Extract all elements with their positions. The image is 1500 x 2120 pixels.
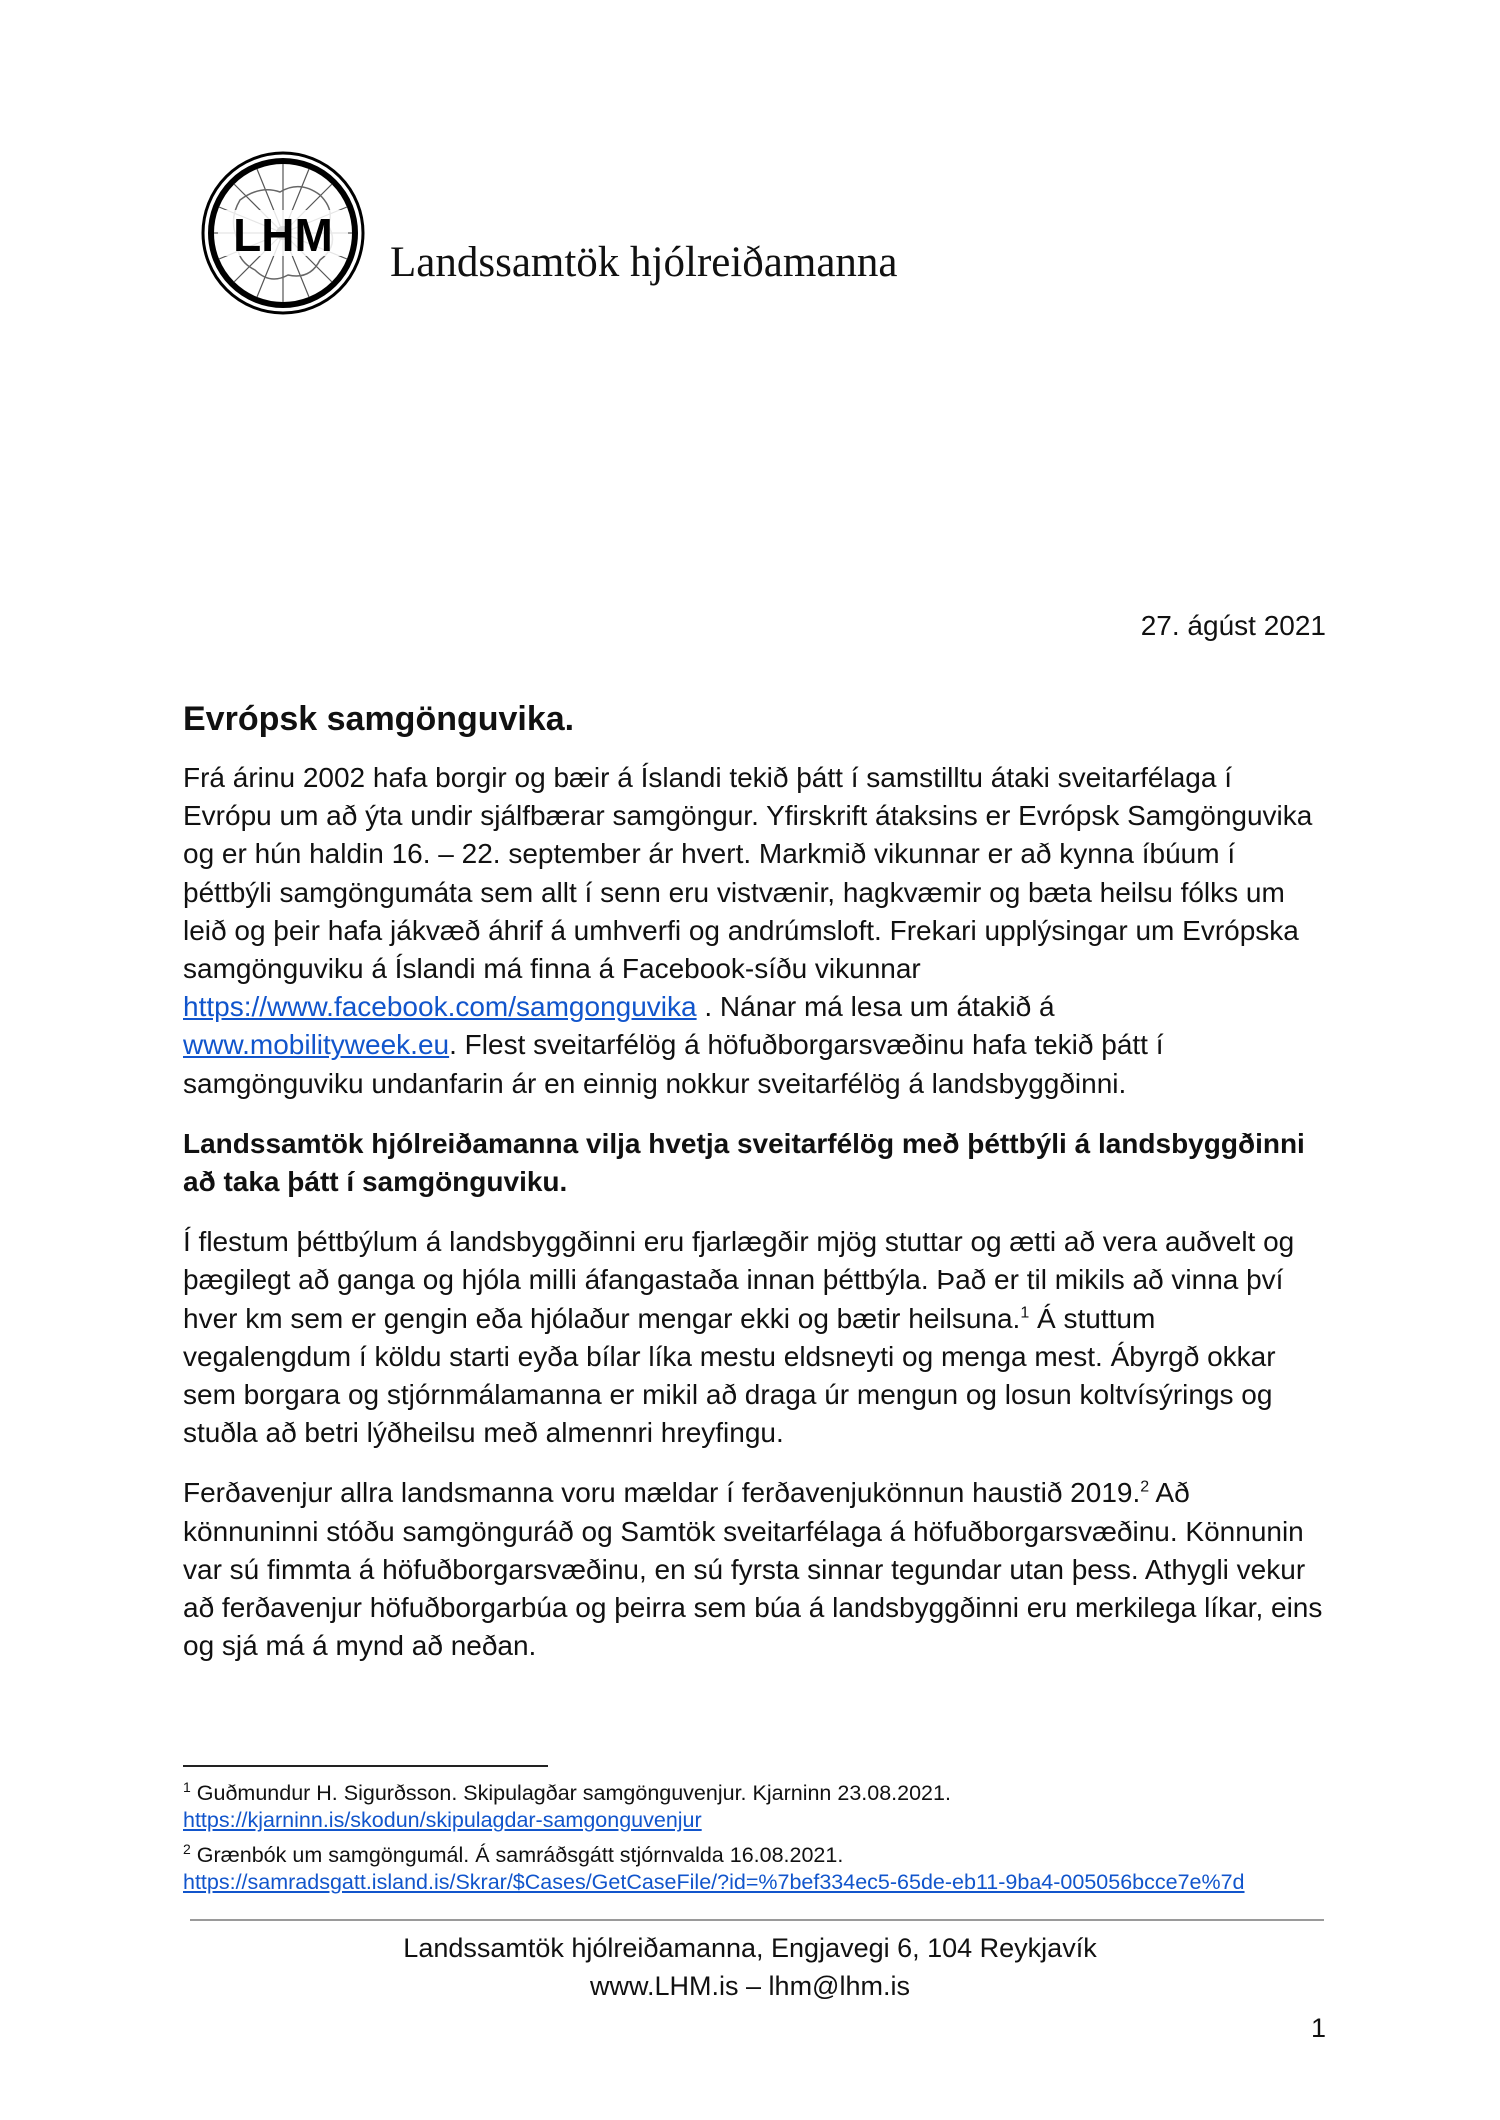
footnote-number: 1 [183,1778,191,1795]
letter-date: 27. ágúst 2021 [1140,610,1326,641]
letter-body [183,700,1328,1687]
paragraph-distances [183,1223,1328,1452]
facebook-link[interactable]: https://www.facebook.com/samgonguvika [183,991,697,1023]
paragraph-text: Frá árinu 2002 hafa borgir og bæir á Íslandi tekið þátt í samstilltu átaki sveitarfélaga í Evrópu um að ýta undir sjálfbærar samgöngur. Yfirskrift átaksins er Evrópsk Samgönguvika og er hún haldin 16. – 22. september ár hvert. Markmið vikunnar er að kynna íbúum í þéttbýli samgöngumáta sem allt í senn eru vistvænir, hagkvæmir og bæta heilsu fólks um leið og þeir hafa jákvæð áhrif á umhverfi og andrúmsloft. Frekari upplýsingar um Evrópska samgönguviku á Íslandi má finna á Facebook-síðu vikunnar [183,762,1313,985]
paragraph-call-to-action: Landssamtök hjólreiðamanna vilja hvetja sveitarfélög með þéttbýli á landsbyggðinni að taka þátt í samgönguviku. [183,1127,1305,1198]
footnote-ref-1[interactable]: 1 [1020,1304,1030,1322]
logo-text: LHM [233,209,333,261]
paragraph-text: . Flest sveitarfélög á höfuðborgarsvæðinu hafa tekið þátt í samgönguviku undanfarin ár en einnig nokkur sveitarfélög á landsbyggðinni. [183,1029,1164,1099]
paragraph-text: Að könnuninni stóðu samgönguráð og Samtök sveitarfélaga á höfuðborgarsvæðinu. Könnunin var sú fimmta á höfuðborgarsvæðinu, en sú fyrsta sinnar tegundar utan þess. Athygli vekur að ferðavenjur höfuðborgarbúa og þeirra sem búa á landsbyggðinni eru merkilega líkar, eins og sjá má á mynd að neðan. [183,1477,1323,1662]
footnote-1 [183,1780,1328,1834]
page-title: Evrópsk samgönguvika. [183,700,575,738]
footnote-link[interactable]: https://kjarninn.is/skodun/skipulagdar-samgonguvenjur [183,1808,702,1832]
footnote-ref-2[interactable]: 2 [1140,1479,1150,1497]
mobilityweek-link[interactable]: www.mobilityweek.eu [183,1029,450,1061]
paragraph-text: Í flestum þéttbýlum á landsbyggðinni eru fjarlægðir mjög stuttar og ætti að vera auðvelt og þægilegt að ganga og hjóla milli áfangastaða innan þéttbýla. Það er til mikils að vinna því hver km sem er gengin eða hjólaður mengar ekki og bætir heilsuna. [183,1226,1295,1334]
footnote-number: 2 [183,1840,191,1857]
footnote-text: Grænbók um samgöngumál. Á samráðsgátt stjórnvalda 16.08.2021. [190,1843,844,1867]
footer-divider [190,1919,1324,1921]
footnote-text: Guðmundur H. Sigurðsson. Skipulagðar samgönguvenjur. Kjarninn 23.08.2021. [190,1781,951,1805]
page-number: 1 [1310,2013,1326,2043]
paragraph-text: . Nánar má lesa um átakið á [696,991,1055,1023]
footnote-divider [183,1765,548,1767]
paragraph-survey [183,1474,1328,1665]
footnotes [183,1780,1328,1904]
paragraph-text: Ferðavenjur allra landsmanna voru mældar í ferðavenjukönnun haustið 2019. [183,1477,1141,1509]
paragraph-intro [183,759,1328,1103]
footnote-2 [183,1842,1328,1896]
footer-contact: www.LHM.is – lhm@lhm.is [590,1971,910,2001]
organization-name: Landssamtök hjólreiðamanna [390,239,898,286]
footnote-link[interactable]: https://samradsgatt.island.is/Skrar/$Cases/GetCaseFile/?id=%7bef334ec5-65de-eb11-9ba4-005056bcce7e%7d [183,1870,1245,1894]
paragraph-text: Á stuttum vegalengdum í köldu starti eyða bílar líka mestu eldsneyti og menga mest. Ábyrgð okkar sem borgara og stjórnmálamanna er mikil að draga úr mengun og losun koltvísýrings og stuðla að betri lýðheilsu með almennri hreyfingu. [183,1302,1276,1449]
lhm-logo [200,150,366,316]
footer-address: Landssamtök hjólreiðamanna, Engjavegi 6, 104 Reykjavík [403,1933,1097,1963]
